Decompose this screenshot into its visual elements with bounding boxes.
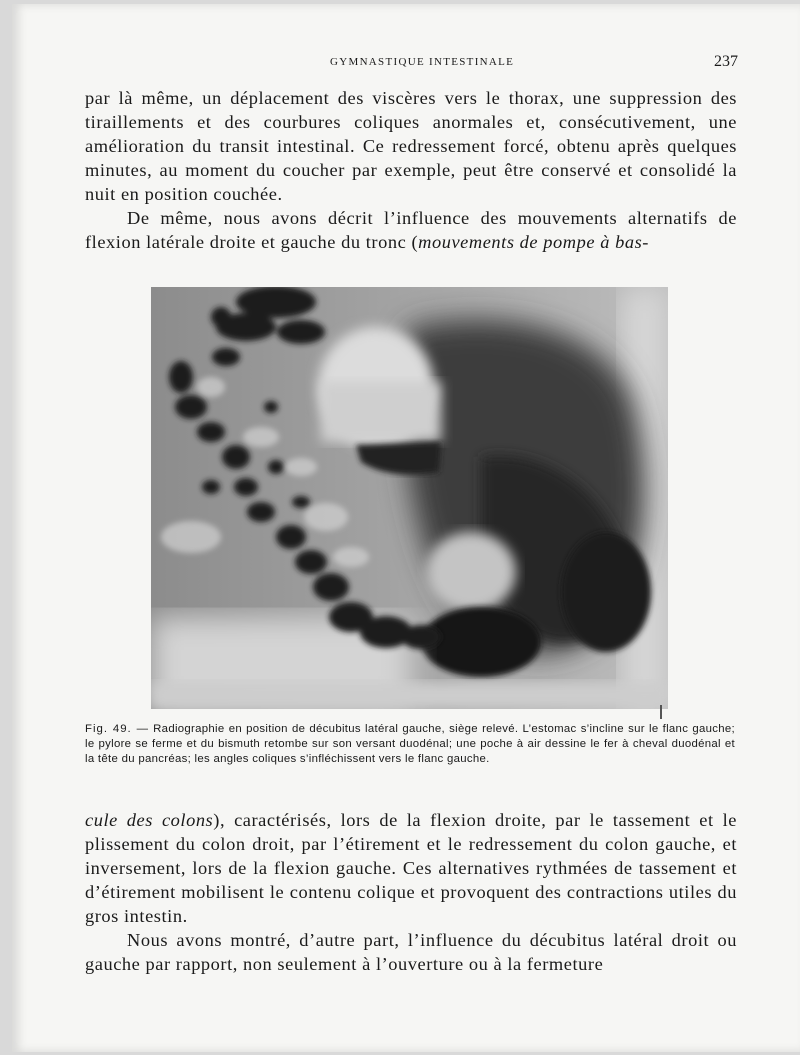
caption-text: Radiographie en position de décubitus latéral gauche, siège relevé. L’estomac s’incline sur le flanc gauche; le pylore se ferme et du bismuth retombe sur son versant duodénal; une poche à air dessine le fer à cheval duodénal et la tête du pancréas; les angles coliques s’infléchissent vers le flanc gauche. — [85, 723, 735, 765]
page-number: 237 — [714, 53, 738, 70]
running-title: GYMNASTIQUE INTESTINALE — [330, 56, 515, 68]
scale-mark — [660, 705, 662, 719]
paragraph: Nous avons montré, d’autre part, l’influence du décubitus latéral droit ou gauche par rapport, non seulement à l’ouverture ou à la fermeture — [85, 930, 737, 974]
paragraph-text: De même, nous avons décrit l’influence des mouvements alternatifs de flexion latérale droite et gauche du tronc ( — [85, 208, 737, 252]
italic-text: cule des colons — [85, 810, 214, 830]
paragraph: par là même, un déplacement des viscères vers le thorax, une suppression des tiraillements et des courbures coliques anormales et, consécutivement, une amélioration du transit intestinal. Ce redressement forcé, obtenu après quelques minutes, au moment du coucher par exemple, peut être conservé et consolidé la nuit en position couchée. — [85, 88, 737, 204]
radiograph-image — [151, 287, 668, 709]
paragraph — [85, 206, 737, 254]
italic-text: mouvements de pompe à bas- — [418, 232, 649, 252]
figure-caption — [85, 722, 735, 767]
paragraph-text: ), caractérisés, lors de la flexion droite, par le tassement et le plissement du colon droit, par l’étirement et le redressement du colon gauche, et inversement, lors de la flexion gauche. Ces alternatives rythmées de tassement et d’étirement mobilisent le contenu colique et provoquent des contractions utiles du gros intestin. — [85, 810, 738, 926]
figure-label: Fig. 49. — — [85, 723, 149, 735]
body-text-top — [85, 86, 737, 254]
paragraph — [85, 808, 737, 928]
body-text-bottom — [85, 808, 737, 976]
radiograph-drawing — [151, 287, 668, 709]
